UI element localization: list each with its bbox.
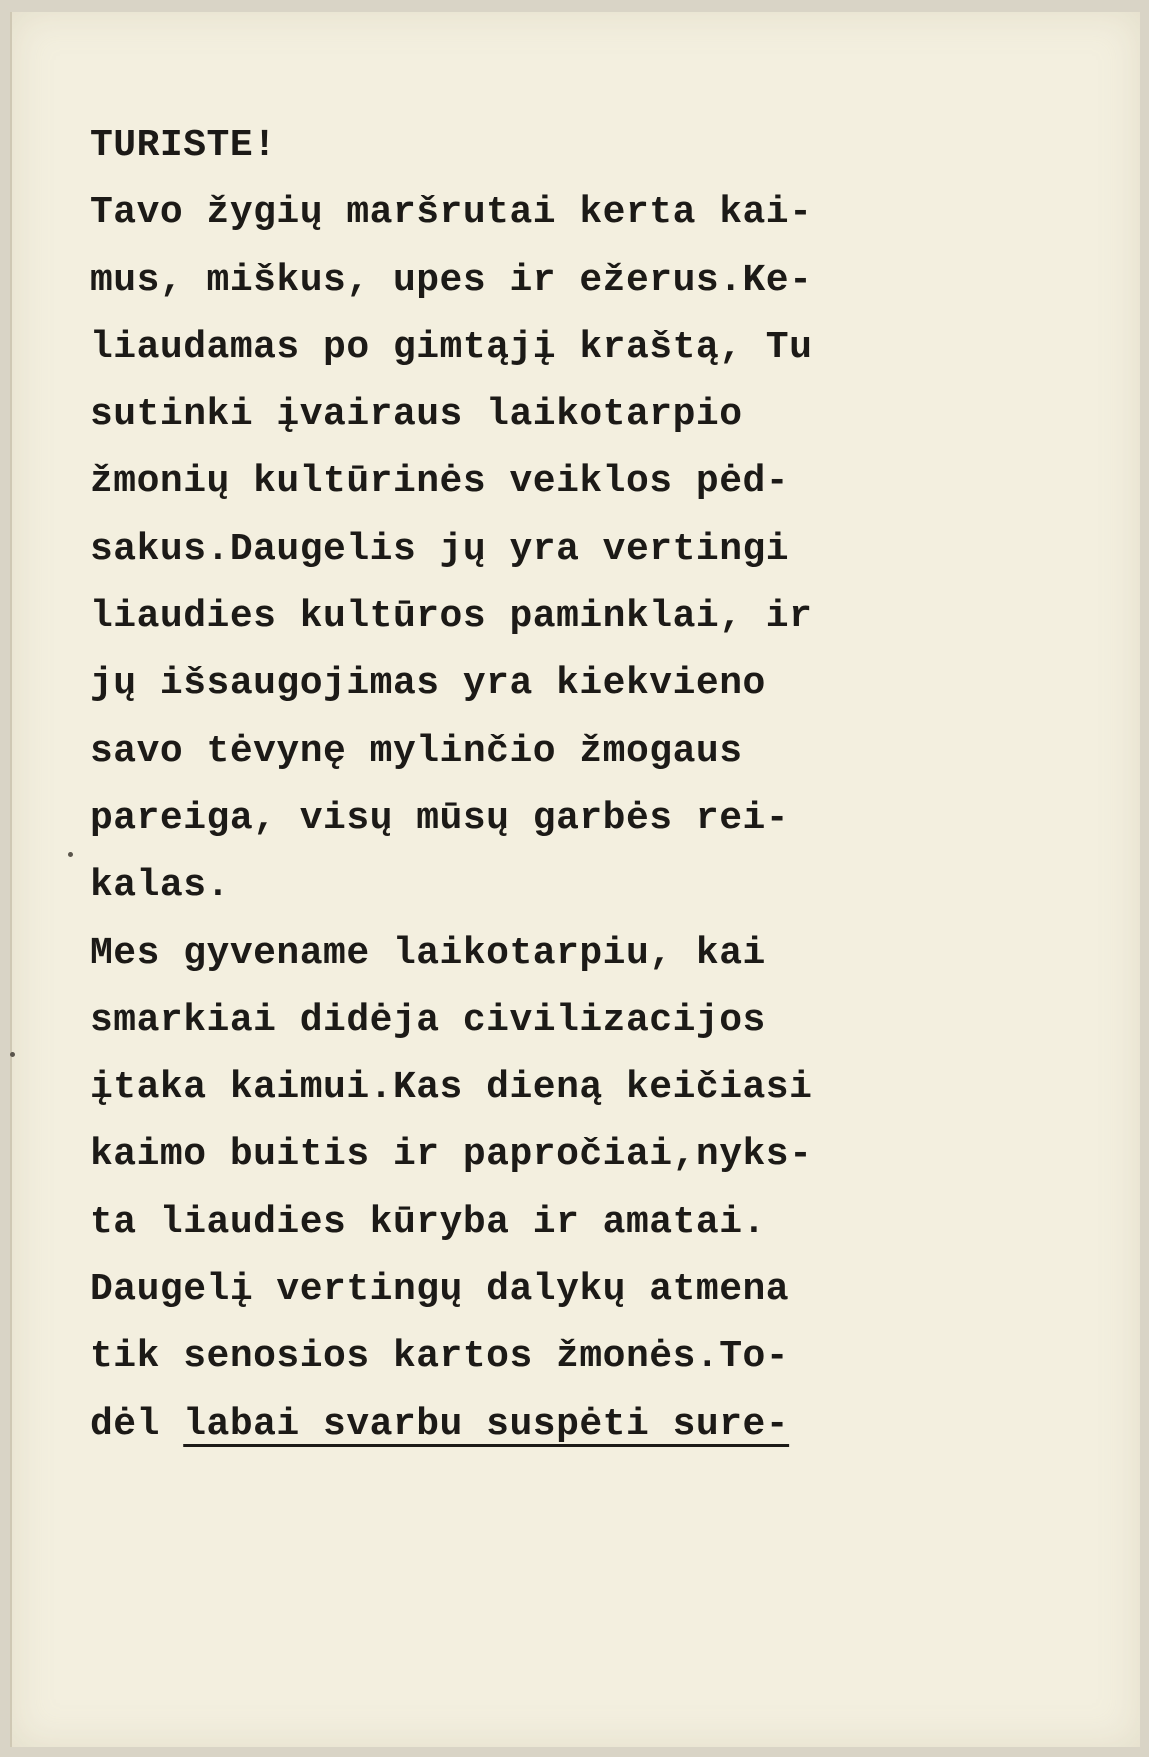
text-line-9: savo tėvynę mylinčio žmogaus	[90, 729, 743, 773]
heading: TURISTE!	[90, 124, 277, 167]
text-line-13: smarkiai didėja civilizacijos	[90, 998, 766, 1042]
text-line-7: liaudies kultūros paminklai, ir	[90, 595, 813, 639]
text-line-19	[90, 1391, 1070, 1458]
paper-speck	[10, 1052, 15, 1057]
paper-speck	[68, 852, 73, 857]
text-line-1: Tavo žygių maršrutai kerta kai-	[90, 191, 813, 235]
text-line-5: žmonių kultūrinės veiklos pėd-	[90, 460, 790, 504]
text-line-14: įtaka kaimui.Kas dieną keičiasi	[90, 1066, 813, 1110]
underlined-phrase: labai svarbu suspėti sure-	[183, 1402, 790, 1446]
text-line-18: tik senosios kartos žmonės.To-	[90, 1335, 790, 1379]
text-line-6: sakus.Daugelis jų yra vertingi	[90, 527, 790, 571]
text-line-17: Daugelį vertingų dalykų atmena	[90, 1268, 790, 1312]
text-line-8: jų išsaugojimas yra kiekvieno	[90, 662, 766, 706]
last-line-prefix: dėl	[90, 1402, 184, 1446]
text-line-16: ta liaudies kūryba ir amatai.	[90, 1200, 766, 1244]
text-line-4: sutinki įvairaus laikotarpio	[90, 393, 743, 437]
text-line-3: liaudamas po gimtąjį kraštą, Tu	[90, 325, 813, 369]
text-line-11: kalas.	[90, 864, 230, 908]
text-line-15: kaimo buitis ir papročiai,nyks-	[90, 1133, 813, 1177]
typewritten-text	[90, 112, 1070, 1458]
text-line-12: Mes gyvename laikotarpiu, kai	[90, 931, 766, 975]
document-page	[10, 12, 1140, 1747]
text-line-2: mus, miškus, upes ir ežerus.Ke-	[90, 258, 813, 302]
text-line-10: pareiga, visų mūsų garbės rei-	[90, 796, 790, 840]
